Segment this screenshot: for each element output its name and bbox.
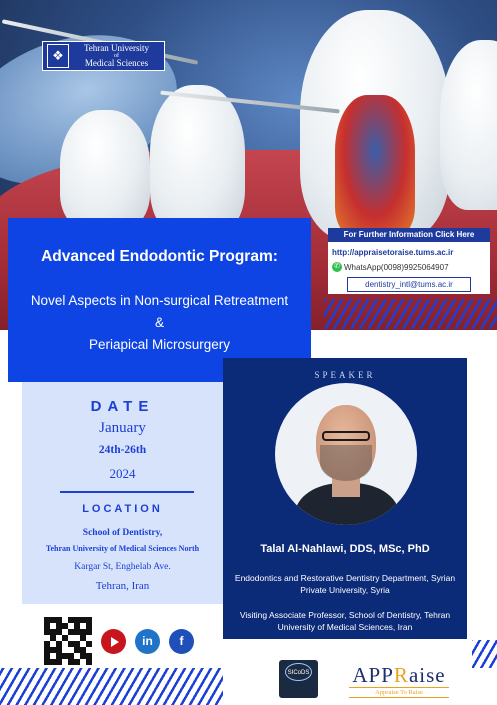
subtitle-line2: Periapical Microsurgery	[88, 337, 231, 352]
date-month: January	[99, 420, 146, 436]
speaker-label: SPEAKER	[314, 370, 376, 380]
date-days: 24th-26th	[98, 444, 147, 456]
speaker-beard	[320, 445, 372, 481]
whatsapp-number: WhatsApp(0098)9925064907	[344, 262, 449, 272]
location-line1: School of Dentistry,	[82, 528, 163, 538]
info-heading-link[interactable]: For Further Information Click Here	[328, 228, 490, 242]
date-year: 2024	[109, 466, 136, 481]
date-location-panel	[22, 382, 223, 604]
speaker-affiliation: Visiting Associate Professor, School of Dentistry, Tehran University of Medical Sciences, Iran	[239, 610, 451, 632]
location-line2: Tehran University of Medical Sciences North	[45, 544, 200, 553]
decorative-stripes	[472, 640, 497, 668]
university-name	[73, 44, 160, 68]
appraise-tagline: Appraise To Raise	[349, 687, 449, 698]
university-name-of: of	[114, 53, 119, 59]
date-label: DATE	[90, 398, 155, 415]
tooth-pulp-illustration	[335, 95, 415, 235]
email-link[interactable]: dentistry_intl@tums.ac.ir	[347, 277, 471, 292]
program-title: Advanced Endodontic Program:	[41, 248, 278, 265]
linkedin-icon[interactable]: in	[135, 629, 160, 654]
sicods-logo-text: SICoDS	[285, 663, 312, 681]
facebook-icon[interactable]: f	[169, 629, 194, 654]
divider	[60, 491, 194, 493]
website-link[interactable]: http://appraisetoraise.tums.ac.ir	[332, 248, 454, 257]
location-label: LOCATION	[82, 503, 163, 515]
speaker-name: Talal Al-Nahlawi, DDS, MSc, PhD	[260, 543, 430, 555]
tooth-illustration	[440, 40, 497, 210]
tooth-illustration	[150, 85, 245, 235]
youtube-icon[interactable]	[101, 629, 126, 654]
whatsapp-contact[interactable]	[332, 262, 449, 272]
program-subtitle	[8, 290, 311, 356]
qr-code-icon[interactable]	[44, 617, 92, 665]
speaker-glasses	[322, 431, 370, 441]
speaker-photo	[275, 383, 417, 525]
university-name-line2: Medical Sciences	[84, 58, 149, 68]
whatsapp-icon: ✆	[332, 262, 342, 272]
decorative-stripes	[324, 299, 497, 329]
subtitle-line1: Novel Aspects in Non-surgical Retreatment	[30, 293, 289, 308]
subtitle-ampersand: &	[154, 315, 164, 330]
location-line4: Tehran, Iran	[95, 580, 150, 592]
speaker-panel	[223, 358, 467, 639]
university-logo[interactable]	[42, 41, 165, 71]
appraise-part: APP	[352, 663, 394, 687]
speaker-affiliation: Endodontics and Restorative Dentistry Department, Syrian Private University, Syria	[234, 573, 456, 595]
decorative-stripes	[0, 668, 223, 705]
location-line3: Kargar St, Enghelab Ave.	[74, 562, 171, 572]
appraise-part: aise	[408, 663, 446, 687]
appraise-logo	[343, 664, 455, 698]
university-emblem-icon: ❖	[47, 44, 69, 68]
appraise-accent-letter: R	[393, 663, 409, 687]
sicods-logo	[279, 660, 318, 698]
tooth-illustration	[60, 110, 150, 230]
university-name-line1: Tehran University	[83, 43, 150, 53]
appraise-wordmark	[343, 664, 455, 686]
